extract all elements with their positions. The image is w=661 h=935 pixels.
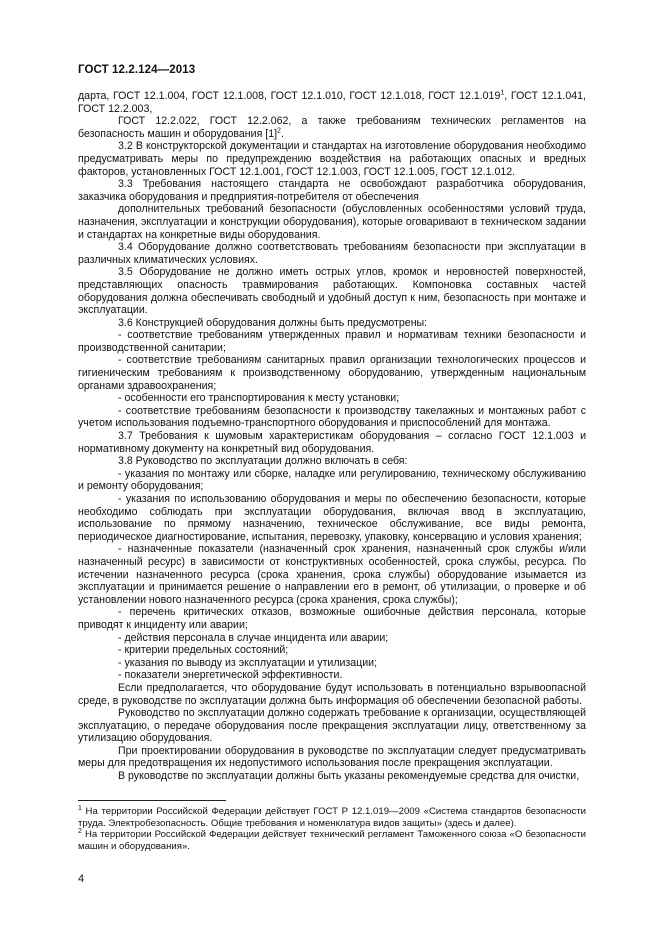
paragraph: [78, 468, 586, 493]
paragraph-text: - указания по монтажу или сборке, наладке или регулированию, техническому обслуживанию и ремонту оборудования;: [78, 467, 586, 493]
paragraph-text: - соответствие требованиям безопасности к производству такелажных и монтажных работ с учетом использования подъемно-транспортного оборудования и приспособлений для монтажа.: [78, 404, 586, 430]
footnotes: [78, 806, 586, 852]
footnote-ref: 1: [500, 89, 505, 97]
paragraph-text: - соответствие требованиям санитарных правил организации технологических процессов и гигиеническим требованиям к производственному оборудованию, утвержденным национальным органами здравоохранения;: [78, 354, 586, 392]
paragraph-text: - перечень критических отказов, возможные ошибочные действия персонала, которые приводят к инциденту или аварии;: [78, 606, 586, 631]
footnote-marker: 2: [78, 828, 82, 835]
paragraph: [78, 543, 586, 606]
paragraph: [78, 329, 586, 354]
paragraph-text: Если предполагается, что оборудование будут использовать в потенциально взрывоопасной среде, в руководстве по эксплуатации должна быть информация об обеспечении безопасной работы.: [78, 681, 586, 707]
paragraph-text: 3.4 Оборудование должно соответствовать требованиям безопасности при эксплуатации в различных климатических условиях.: [78, 241, 586, 266]
page-number: 4: [78, 873, 85, 885]
paragraph-text: ГОСТ 12.2.022, ГОСТ 12.2.062, а также требованиям технических регламентов на безопасность машин и оборудования [1]: [78, 115, 586, 140]
paragraph: [78, 430, 586, 455]
paragraph-text-after: .: [280, 127, 284, 140]
paragraph-text: дарта, ГОСТ 12.1.004, ГОСТ 12.1.008, ГОСТ 12.1.010, ГОСТ 12.1.018, ГОСТ 12.1.019: [78, 90, 501, 102]
paragraph: [78, 178, 586, 203]
paragraph: [78, 203, 586, 241]
paragraph: [78, 745, 586, 770]
paragraph: [78, 644, 586, 657]
paragraph: [78, 115, 586, 140]
paragraph: [78, 266, 586, 316]
paragraph: [78, 455, 586, 468]
footnote-text: На территории Российской Федерации действует ГОСТ Р 12.1.019—2009 «Система стандартов безопасности труда. Электробезопасность. Общие требования и номенклатура видов защиты» (здесь и далее).: [78, 806, 586, 829]
paragraph-text: 3.7 Требования к шумовым характеристикам оборудования – согласно ГОСТ 12.1.003 и нормативному документу на конкретный вид оборудования.: [78, 430, 586, 455]
paragraph-text: 3.6 Конструкцией оборудования должны быть предусмотрены:: [118, 316, 428, 329]
footnote: [78, 829, 586, 852]
paragraph-text: - назначенные показатели (назначенный срок хранения, назначенный срок службы и/или назначенный ресурс) в зависимости от конструктивных особенностей, срока службы, ресурса. По истечении назначенного ресурса (срока хранения, срока службы) оборудование изымается из эксплуатации и принимается решение о направлении его в ремонт, об утилизации, о проверке и об установлении нового назначенного ресурса (срока хранения, срока службы);: [78, 543, 586, 606]
paragraph: [78, 493, 586, 543]
paragraph: [78, 354, 586, 392]
paragraph-text: - соответствие требованиям утвержденных правил и нормативам техники безопасности и производственной санитарии;: [78, 329, 586, 354]
footnote-ref: 2: [277, 127, 281, 135]
paragraph-text: 3.8 Руководство по эксплуатации должно включать в себя:: [118, 455, 408, 468]
paragraph: [78, 669, 586, 682]
document-body: [78, 90, 586, 783]
paragraph: [78, 140, 586, 178]
paragraph: [78, 682, 586, 707]
paragraph: [78, 657, 586, 670]
paragraph: [78, 90, 586, 115]
paragraph: [78, 405, 586, 430]
footnote: [78, 806, 586, 829]
paragraph-text: 3.3 Требования настоящего стандарта не освобождают разработчика оборудования, заказчика оборудования и предприятия-потребителя от обеспечения: [78, 178, 586, 203]
paragraph-text: дополнительных требований безопасности (обусловленных особенностями условий труда, назначения, эксплуатации и конструкции оборудования), которые оговаривают в техническом задании и стандартах на конкретные виды оборудования.: [78, 203, 586, 241]
paragraph: [78, 770, 586, 783]
paragraph-text: При проектировании оборудования в руководстве по эксплуатации следует предусматривать меры для предотвращения их недопустимого использования после прекращения эксплуатации.: [78, 744, 586, 770]
paragraph-text: 3.2 В конструкторской документации и стандартах на изготовление оборудования необходимо предусматривать меры по предупреждению воздействия на работающих опасных и вредных факторов, установленных ГОСТ 12.1.001, ГОСТ 12.1.003, ГОСТ 12.1.005, ГОСТ 12.1.012.: [78, 140, 586, 178]
paragraph: [78, 241, 586, 266]
paragraph-text-after: , ГОСТ 12.1.041, ГОСТ 12.2.003,: [78, 90, 586, 115]
paragraph-text: - особенности его транспортирования к месту установки;: [118, 392, 400, 405]
paragraph-text: - указания по выводу из эксплуатации и утилизации;: [118, 656, 378, 669]
paragraph: [78, 392, 586, 405]
footnote-text: На территории Российской Федерации действует технический регламент Таможенного союза «О безопасности машин и оборудования».: [78, 829, 586, 852]
paragraph-text: Руководство по эксплуатации должно содержать требование к организации, осуществляющей эксплуатацию, о передаче оборудования после прекращения эксплуатации лицу, ответственному за утилизацию оборудования.: [78, 707, 586, 745]
paragraph: [78, 606, 586, 631]
paragraph-text: - критерии предельных состояний;: [118, 644, 289, 657]
footnote-marker: 1: [78, 804, 82, 812]
paragraph: [78, 317, 586, 330]
paragraph-text: - действия персонала в случае инцидента или аварии;: [118, 631, 389, 644]
paragraph-text: - показатели энергетической эффективности.: [118, 669, 343, 682]
page-header: ГОСТ 12.2.124—2013: [78, 64, 196, 76]
footnote-separator: [78, 800, 226, 801]
paragraph-text: 3.5 Оборудование не должно иметь острых углов, кромок и неровностей поверхностей, представляющих опасность травмирования работающих. Компоновка составных частей оборудования должна обеспечивать свободный и удобный доступ к ним, безопасность при монтаже и эксплуатации.: [78, 266, 586, 317]
paragraph-text: В руководстве по эксплуатации должны быть указаны рекомендуемые средства для очистки,: [118, 770, 580, 783]
paragraph: [78, 632, 586, 645]
paragraph-text: - указания по использованию оборудования и меры по обеспечению безопасности, которые необходимо соблюдать при эксплуатации оборудования, включая ввод в эксплуатацию, использование по прямому назначению, техническое обслуживание, все виды ремонта, периодическое диагностирование, испытания, перевозку, упаковку, консервацию и условия хранения;: [78, 493, 586, 543]
paragraph: [78, 707, 586, 745]
